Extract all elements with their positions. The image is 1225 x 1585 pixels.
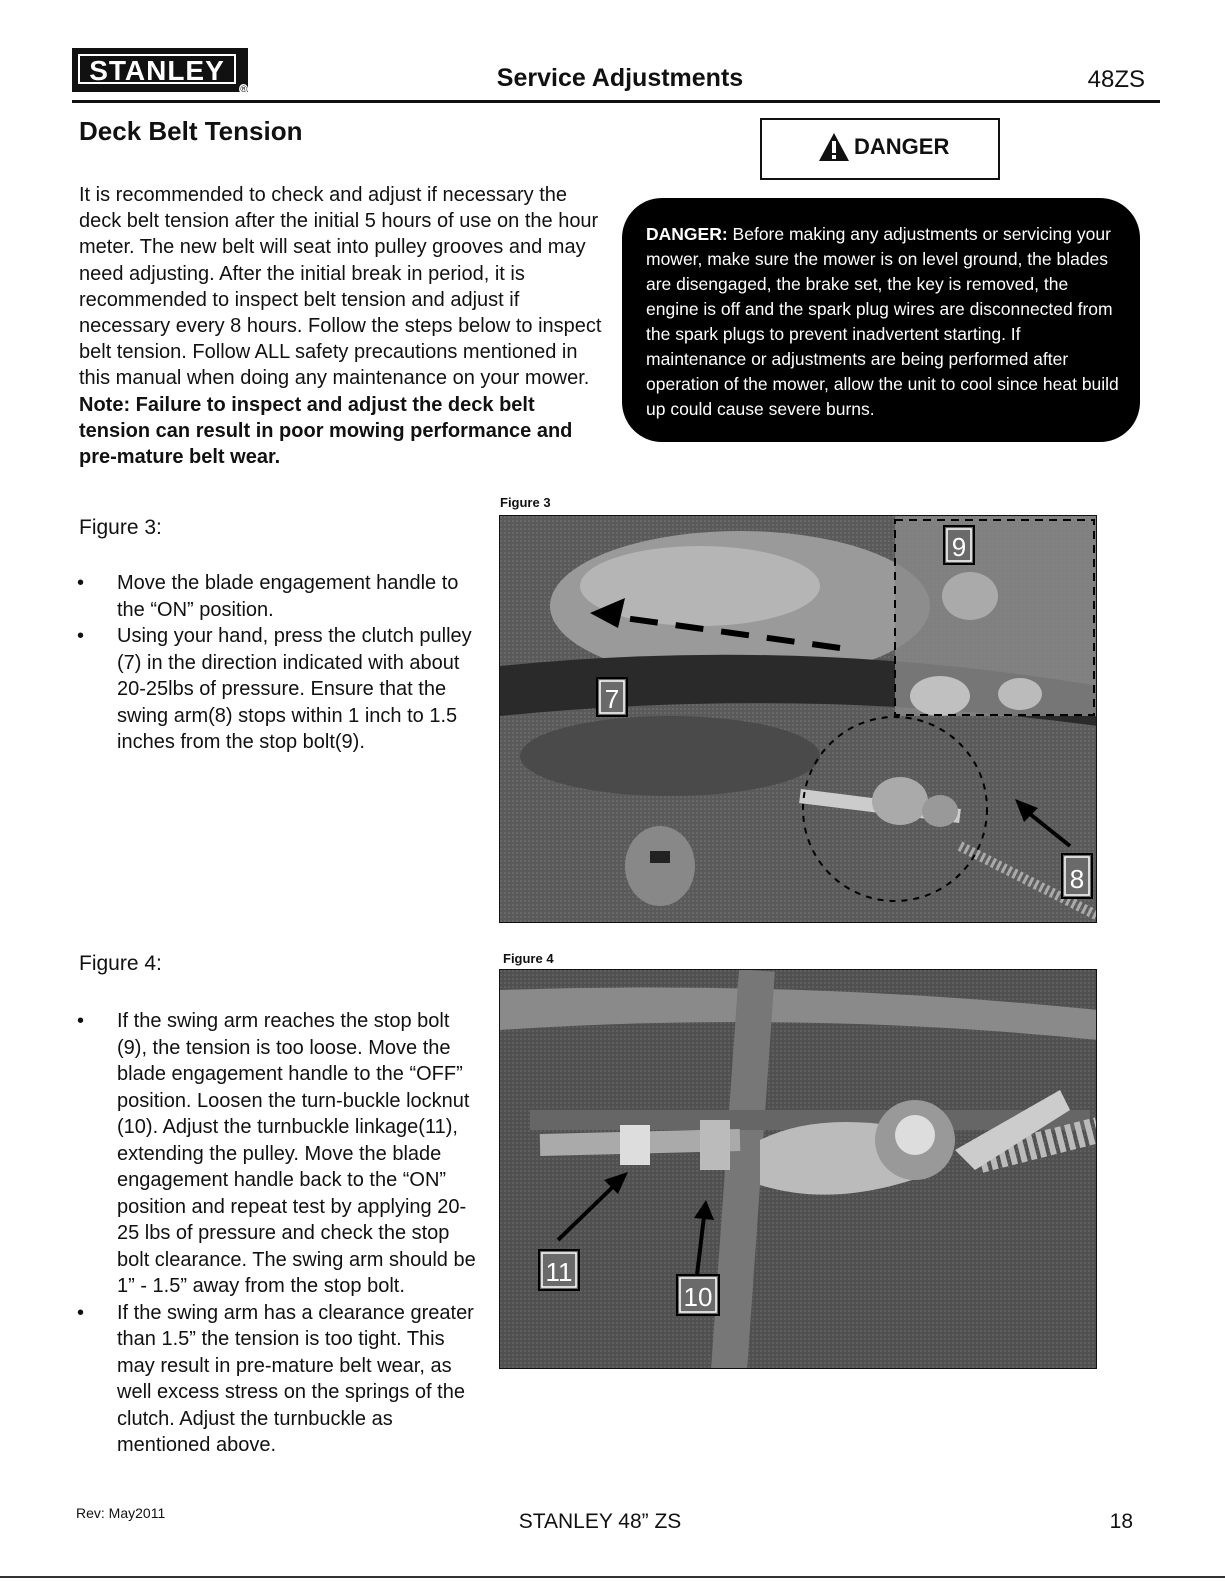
figure4-heading: Figure 4: [79, 952, 162, 975]
list-item: • If the swing arm has a clearance greater than 1.5” the tension is too tight. This may result in pre-mature belt wear, as well excess stress on the springs of the clutch. Adjust the turnbuckle as mentioned above. [79, 1300, 479, 1459]
callout-10: 10 [683, 1282, 713, 1312]
registered-mark: ® [240, 84, 247, 94]
danger-panel [622, 198, 1140, 442]
list-item: • Using your hand, press the clutch pulley (7) in the direction indicated with about 20-25lbs of pressure. Ensure that the swing arm(8) stops within 1 inch to 1.5 inches from the stop bolt(9). [79, 623, 479, 756]
figure4-steps [79, 1008, 479, 1459]
callout-7: 7 [604, 684, 620, 714]
model-number: 48ZS [1087, 66, 1145, 93]
intro-text [79, 182, 609, 470]
figure3-caption: Figure 3 [500, 495, 551, 510]
page-header-title: Service Adjustments [496, 64, 744, 92]
section-title: Deck Belt Tension [79, 116, 303, 146]
list-item: • Move the blade engagement handle to the “ON” position. [79, 570, 479, 623]
header-rule [72, 100, 1160, 103]
turnbuckle-illustration [500, 970, 1097, 1369]
intro-note: Note: Failure to inspect and adjust the deck belt tension can result in poor mowing performance and pre-mature belt wear. [79, 393, 573, 469]
figure3-steps [79, 570, 479, 756]
bottom-rule [0, 1576, 1225, 1578]
intro-paragraph: It is recommended to check and adjust if necessary the deck belt tension after the initial 5 hours of use on the hour meter. The new belt will seat into pulley grooves and may need adjusting. After the initial break in period, it is recommended to inspect belt tension and adjust if necessary every 8 hours. Follow the steps below to inspect belt tension. Follow ALL safety precautions mentioned in this manual when doing any maintenance on your mower. [79, 184, 602, 390]
figure3-photo [499, 515, 1097, 923]
callout-8: 8 [1069, 864, 1085, 894]
stanley-logo [72, 48, 248, 92]
danger-lead: DANGER: [646, 224, 728, 244]
figure3-heading: Figure 3: [79, 516, 162, 539]
list-item: • If the swing arm reaches the stop bolt (9), the tension is too loose. Move the blade engagement handle to the “OFF” position. Loosen the turn-buckle locknut (10). Adjust the turnbuckle linkage(11), extending the pulley. Move the blade engagement handle back to the “ON” position and repeat test by applying 20-25 lbs of pressure and check the stop bolt clearance. The swing arm should be 1” - 1.5” away from the stop bolt. [79, 1008, 479, 1300]
callout-11: 11 [545, 1257, 573, 1287]
figure4-caption: Figure 4 [503, 951, 554, 966]
danger-label-box [760, 118, 1000, 180]
danger-text: Before making any adjustments or servicing your mower, make sure the mower is on level ground, the blades are disengaged, the brake set, the key is removed, the engine is off and the spark plug wires are disconnected from the spark plugs to prevent inadvertent starting. If maintenance or adjustments are being performed after operation of the mower, allow the unit to cool since heat build up could cause severe burns. [646, 224, 1119, 419]
footer-model: STANLEY 48” ZS [518, 1510, 682, 1533]
logo-text: STANLEY [78, 54, 236, 84]
page-number: 18 [1109, 1510, 1133, 1533]
figure4-photo [499, 969, 1097, 1369]
callout-9: 9 [951, 532, 967, 562]
revision-date: Rev: May2011 [76, 1505, 166, 1521]
clutch-pulley-illustration [500, 516, 1097, 923]
danger-label: DANGER [854, 134, 950, 159]
warning-triangle-icon [818, 132, 850, 162]
